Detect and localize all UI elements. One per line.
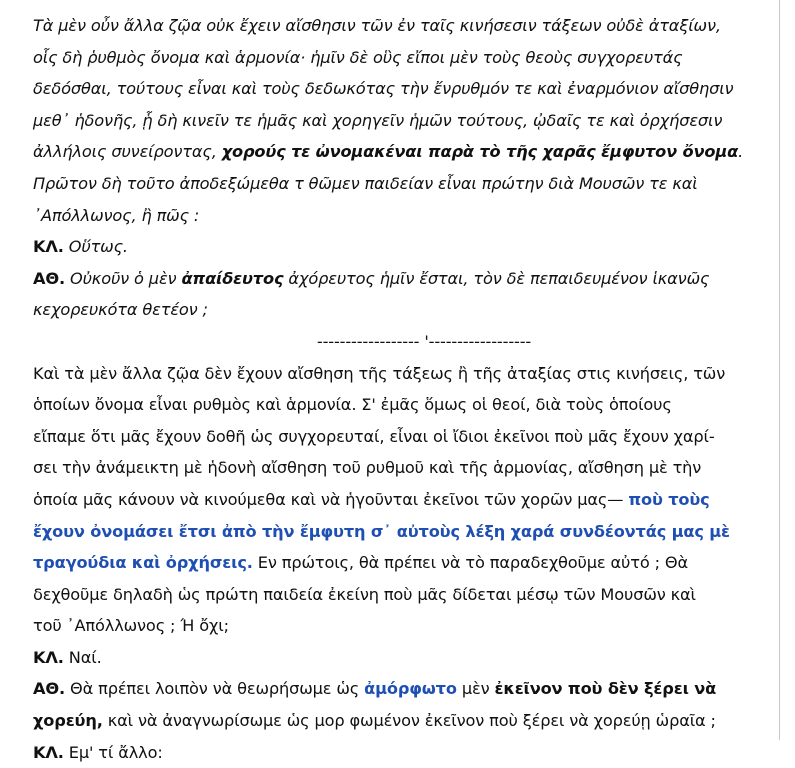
ath-text-c: ἀχόρευτος ἡμῖν ἔσται, τὸν δὲ πεπαιδευμένον ἱκανῶς [283,268,710,288]
kl3-reply-text: Εμ' τί ἄλλο: [63,742,163,762]
page-border-rule [779,0,780,740]
ancient-kl-reply [33,231,775,263]
kl-reply-text: Οὕτως. [63,237,128,257]
modern-line-4: σει τὴν ἀνάμεικτη μὲ ἡδονὴ αἴσθηση τοῦ ρυθμοῦ καὶ τῆς ἁρμονίας, αἴσθηση μὲ τὴν [33,458,702,478]
ancient-line-10: κεχορευκότα θετέον ; [33,300,208,320]
speaker-kl-3: ΚΛ. [33,742,64,762]
ath2-text-c: μὲν [456,679,495,699]
modern-emphasis-choreui: χορεύη, [33,711,103,731]
modern-line-9: τοῦ ᾽Απόλλωνος ; Ή ὄχι; [33,616,229,636]
modern-highlight-start: ποὺ τοὺς [628,489,710,509]
modern-highlight-line: ἔχουν ὀνομάσει ἔτσι ἀπὸ τὴν ἔμφυτη σ᾽ αὐτοὺς λέξη χαρά συνδέοντάς μας μὲ [33,521,730,541]
modern-line-12 [33,705,775,737]
modern-line-5-text: ὁποία μᾶς κάνουν νὰ κινούμεθα καὶ νὰ ἡγοῦνται ἐκεῖνοι τῶν χορῶν μας— [33,489,629,509]
modern-line-2: ὁποίων ὄνομα εἶναι ρυθμὸς καὶ ἁρμονία. Σ' ἐμᾶς ὅμως οἱ θεοί, διὰ τοὺς ὁποίους [33,395,672,415]
ath-emphasis-apaideutos: ἀπαίδευτος [181,268,284,288]
modern-ath-line [33,673,775,705]
modern-line-12-text: καὶ νὰ ἀναγνωρίσωμε ὡς μορ φωμένον ἐκεῖνον ποὺ ξέρει νὰ χορεύῃ ὡραῖα ; [102,711,716,731]
modern-line-7 [33,547,775,579]
ath-text-a: Οὐκοῦν ὁ μὲν [65,268,182,288]
ancient-line-5 [33,136,775,168]
ancient-line-5-text: ἀλλήλοις συνείροντας, [33,142,222,162]
modern-line-3: εἴπαμε ὅτι μᾶς ἔχουν δοθῆ ὡς συγχορευταί, εἶναι οἱ ἴδιοι ἐκεῖνοι ποὺ μᾶς ἔχουν χαρί- [33,426,715,446]
modern-kl-final [33,737,775,768]
modern-highlight-end: τραγούδια καὶ ὀρχήσεις. [33,553,253,573]
modern-line-8: δεχθοῦμε δηλαδὴ ὡς πρώτη παιδεία ἐκείνη ποὺ μᾶς δίδεται μέσῳ τῶν Μουσῶν καὶ [33,584,696,604]
ancient-line-5-end: . [738,142,744,162]
ath2-text-a: Θὰ πρέπει λοιπὸν νὰ θεωρήσωμε ὡς [65,679,365,699]
modern-line-7-text: Εν πρώτοις, θὰ πρέπει νὰ τὸ παραδεχθοῦμε αὐτό ; Θὰ [252,553,689,573]
speaker-kl-2: ΚΛ. [33,647,64,667]
ancient-line-1: Τὰ μὲν οὖν ἄλλα ζῷα οὐκ ἔχειν αἴσθησιν τῶν ἐν ταῖς κινήσεσιν τάξεων οὐδὲ ἀταξίων, [33,16,721,35]
ancient-line-2: οἷς δὴ ῥυθμὸς ὄνομα καὶ ἁρμονία· ἡμῖν δὲ οὓς εἴποι μὲν τοὺς θεοὺς συγχορευτάς [33,47,683,67]
speaker-ath: ΑΘ. [33,268,65,288]
kl2-reply-text: Ναί. [63,647,102,667]
modern-line-5 [33,484,775,516]
speaker-kl: ΚΛ. [33,237,64,257]
ancient-line-3: δεδόσθαι, τούτους εἶναι καὶ τοὺς δεδωκότας τὴν ἔνρυθμόν τε καὶ ἐναρμόνιον αἴσθησιν [33,79,734,99]
ancient-ath-line [33,263,775,295]
ancient-emphasis-choros: χορούς τε ὠνομακέναι παρὰ τὸ τῆς χαρᾶς ἔμφυτον ὄνομα [221,142,739,162]
ath2-emphasis-amorfoto: ἀμόρφωτο [364,679,457,699]
speaker-ath-2: ΑΘ. [33,679,65,699]
ath2-emphasis-ekeinon: ἐκεῖνον ποὺ δὲν ξέρει νὰ [494,679,717,699]
modern-kl-reply [33,642,775,674]
ancient-line-6: Πρῶτον δὴ τοῦτο ἀποδεξώμεθα τ θῶμεν παιδείαν εἶναι πρώτην διὰ Μουσῶν τε καὶ [33,173,698,193]
section-separator: ------------------ '------------------ [316,331,532,351]
ancient-line-7: ᾽Απόλλωνος, ἢ πῶς : [33,205,200,225]
ancient-line-4: μεθ᾽ ἡδονῆς, ᾗ δὴ κινεῖν τε ἡμᾶς καὶ χορηγεῖν ἡμῶν τούτους, ᾠδαῖς τε καὶ ὀρχήσεσιν [33,110,723,130]
modern-line-1: Καὶ τὰ μὲν ἄλλα ζῷα δὲν ἔχουν αἴσθηση τῆς τάξεως ἢ τῆς ἀταξίας στις κινήσεις, τῶν [33,363,726,383]
document-text [33,10,775,768]
